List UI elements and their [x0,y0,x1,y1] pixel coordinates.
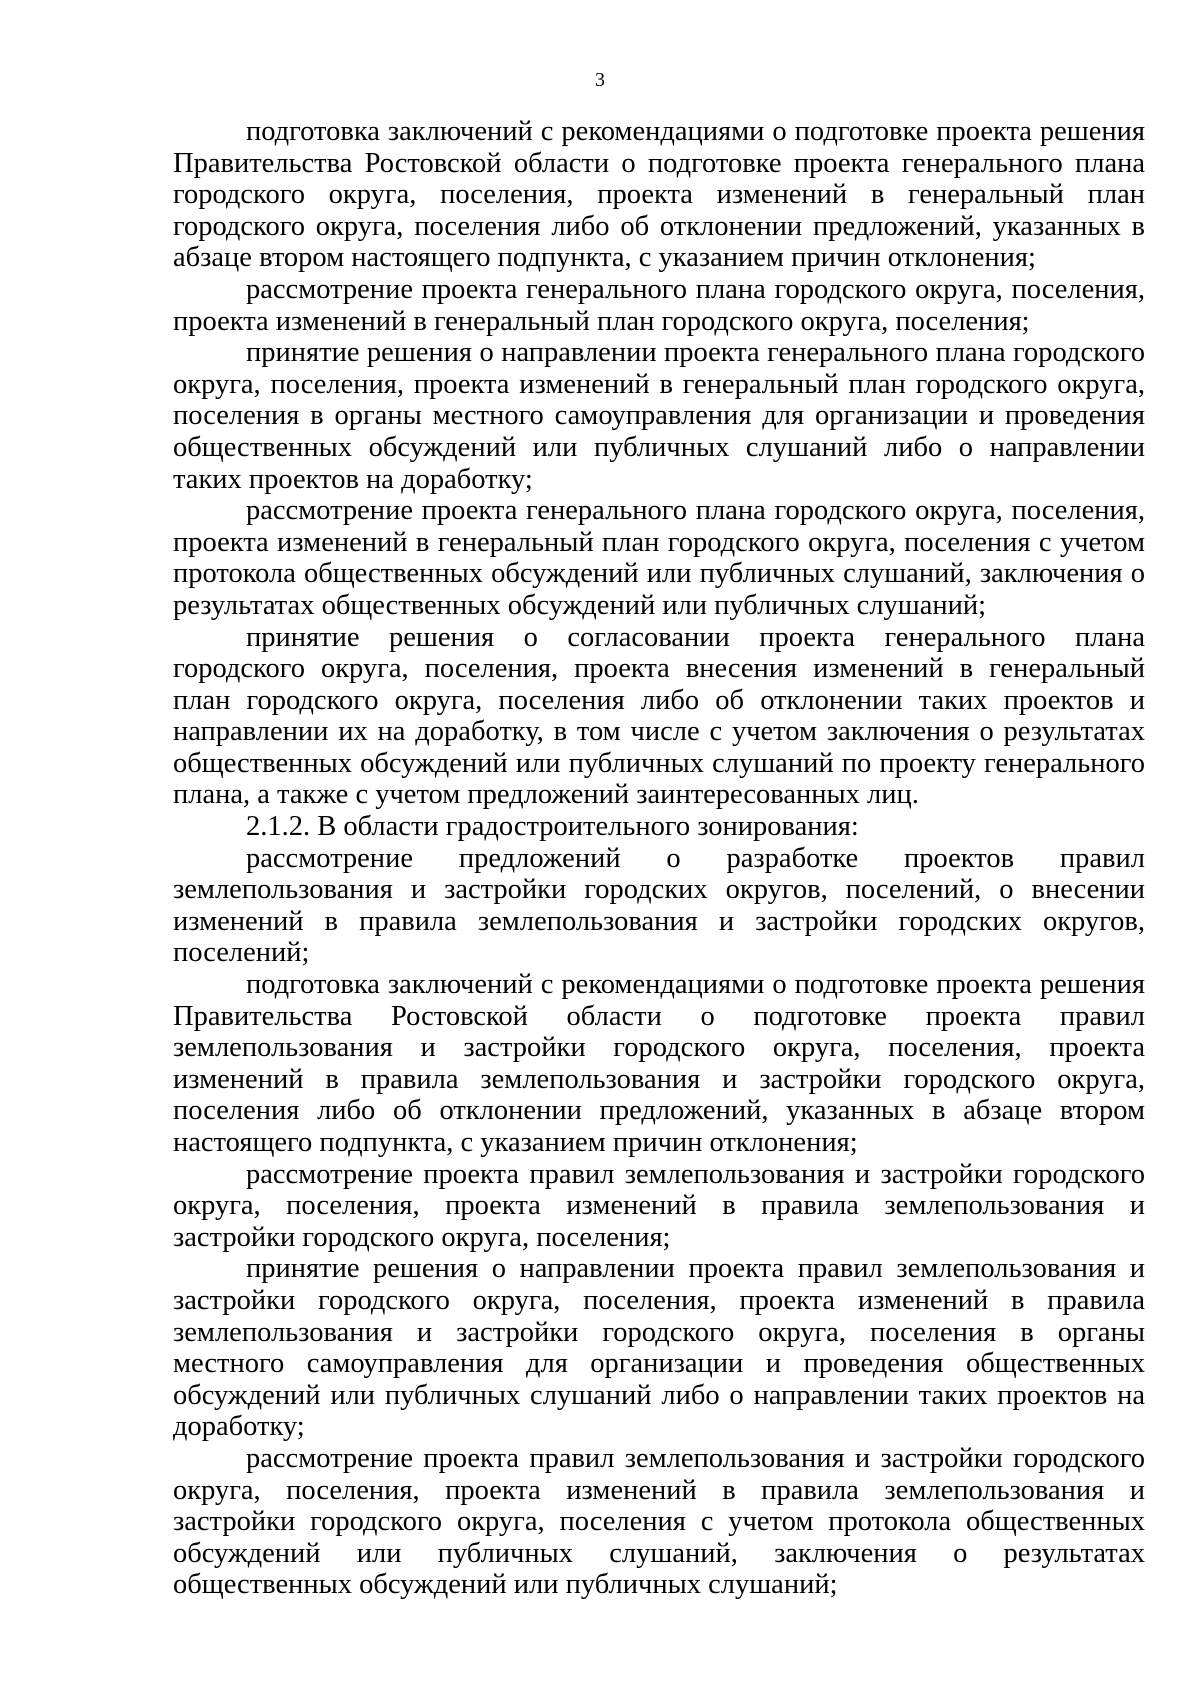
paragraph: подготовка заключений с рекомендациями о подготовке проекта решения Правительства Ростовской области о подготовке проекта генерального плана городского округа, поселения, проекта изменений в генеральный план городского округа, поселения либо об отклонении предложений, указанных в абзаце втором настоящего подпункта, с указанием причин отклонения; [173,116,1145,274]
paragraph: рассмотрение предложений о разработке проектов правил землепользования и застройки городских округов, поселений, о внесении изменений в правила землепользования и застройки городских округов, поселений; [173,842,1145,969]
paragraph: рассмотрение проекта правил землепользования и застройки городского округа, поселения, проекта изменений в правила землепользования и застройки городского округа, поселения; [173,1158,1145,1253]
document-body [173,116,1145,1601]
paragraph: принятие решения о направлении проекта правил землепользования и застройки городского округа, поселения, проекта изменений в правила землепользования и застройки городского округа, поселения в органы местного самоуправления для организации и проведения общественных обсуждений или публичных слушаний либо о направлении таких проектов на доработку; [173,1253,1145,1443]
paragraph: подготовка заключений с рекомендациями о подготовке проекта решения Правительства Ростовской области о подготовке проекта правил землепользования и застройки городского округа, поселения, проекта изменений в правила землепользования и застройки городского округа, поселения либо об отклонении предложений, указанных в абзаце втором настоящего подпункта, с указанием причин отклонения; [173,969,1145,1158]
paragraph: рассмотрение проекта правил землепользования и застройки городского округа, поселения, проекта изменений в правила землепользования и застройки городского округа, поселения с учетом протокола общественных обсуждений или публичных слушаний, заключения о результатах общественных обсуждений или публичных слушаний; [173,1442,1145,1601]
paragraph: принятие решения о согласовании проекта генерального плана городского округа, поселения, проекта внесения изменений в генеральный план городского округа, поселения либо об отклонении таких проектов и направлении их на доработку, в том числе с учетом заключения о результатах общественных обсуждений или публичных слушаний по проекту генерального плана, а также с учетом предложений заинтересованных лиц. [173,621,1145,811]
paragraph: рассмотрение проекта генерального плана городского округа, поселения, проекта изменений в генеральный план городского округа, поселения; [173,273,1145,337]
paragraph: рассмотрение проекта генерального плана городского округа, поселения, проекта изменений в генеральный план городского округа, поселения с учетом протокола общественных обсуждений или публичных слушаний, заключения о результатах общественных обсуждений или публичных слушаний; [173,495,1145,621]
section-heading: 2.1.2. В области градостроительного зонирования: [246,811,859,843]
page-number: 3 [595,69,605,91]
paragraph: принятие решения о направлении проекта генерального плана городского округа, поселения, проекта изменений в генеральный план городского округа, поселения в органы местного самоуправления для организации и проведения общественных обсуждений или публичных слушаний либо о направлении таких проектов на доработку; [173,337,1145,495]
